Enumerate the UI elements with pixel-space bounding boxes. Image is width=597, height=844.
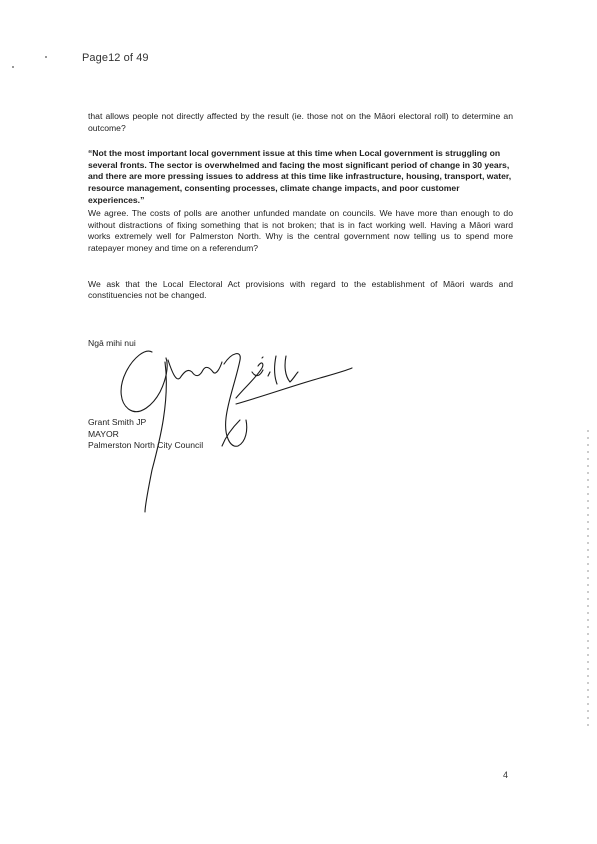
scan-speck [45, 56, 47, 58]
paragraph-request: We ask that the Local Electoral Act provisions with regard to the establishment of Māori wards and constituencies not be changed. [88, 278, 513, 301]
signatory-organisation: Palmerston North City Council [88, 440, 204, 451]
signature-block [88, 417, 203, 452]
signatory-title: MAYOR [88, 428, 119, 439]
letter-body [88, 111, 513, 302]
scan-speck [12, 66, 14, 68]
paragraph-response: We agree. The costs of polls are another unfunded mandate on councils. We have more than enough to do without distractions of fixing something that is not broken; that is in fact working well. Having a Māori ward works extremely well for Palmerston North. Why is the central government now telling us to spend more ratepayer money and time on a referendum? [88, 208, 513, 253]
paragraph-continuation: that allows people not directly affected by the result (ie. those not on the Māori electoral roll) to determine an outcome? [88, 111, 513, 133]
scan-edge-mark [586, 430, 590, 730]
page-number: 4 [503, 770, 509, 780]
page-header: Page12 of 49 [82, 52, 149, 64]
signatory-name: Grant Smith JP [88, 417, 147, 427]
quoted-statement: “Not the most important local government issue at this time when Local government is struggling on several fronts. The sector is overwhelmed and facing the most significant period of change in 30 years, and there are more pressing issues to address at this time like infrastructure, housing, transport, water, resource management, consenting processes, climate change impacts, and poor customer experiences.” [88, 148, 512, 205]
closing-greeting: Ngā mihi nui [88, 338, 136, 348]
